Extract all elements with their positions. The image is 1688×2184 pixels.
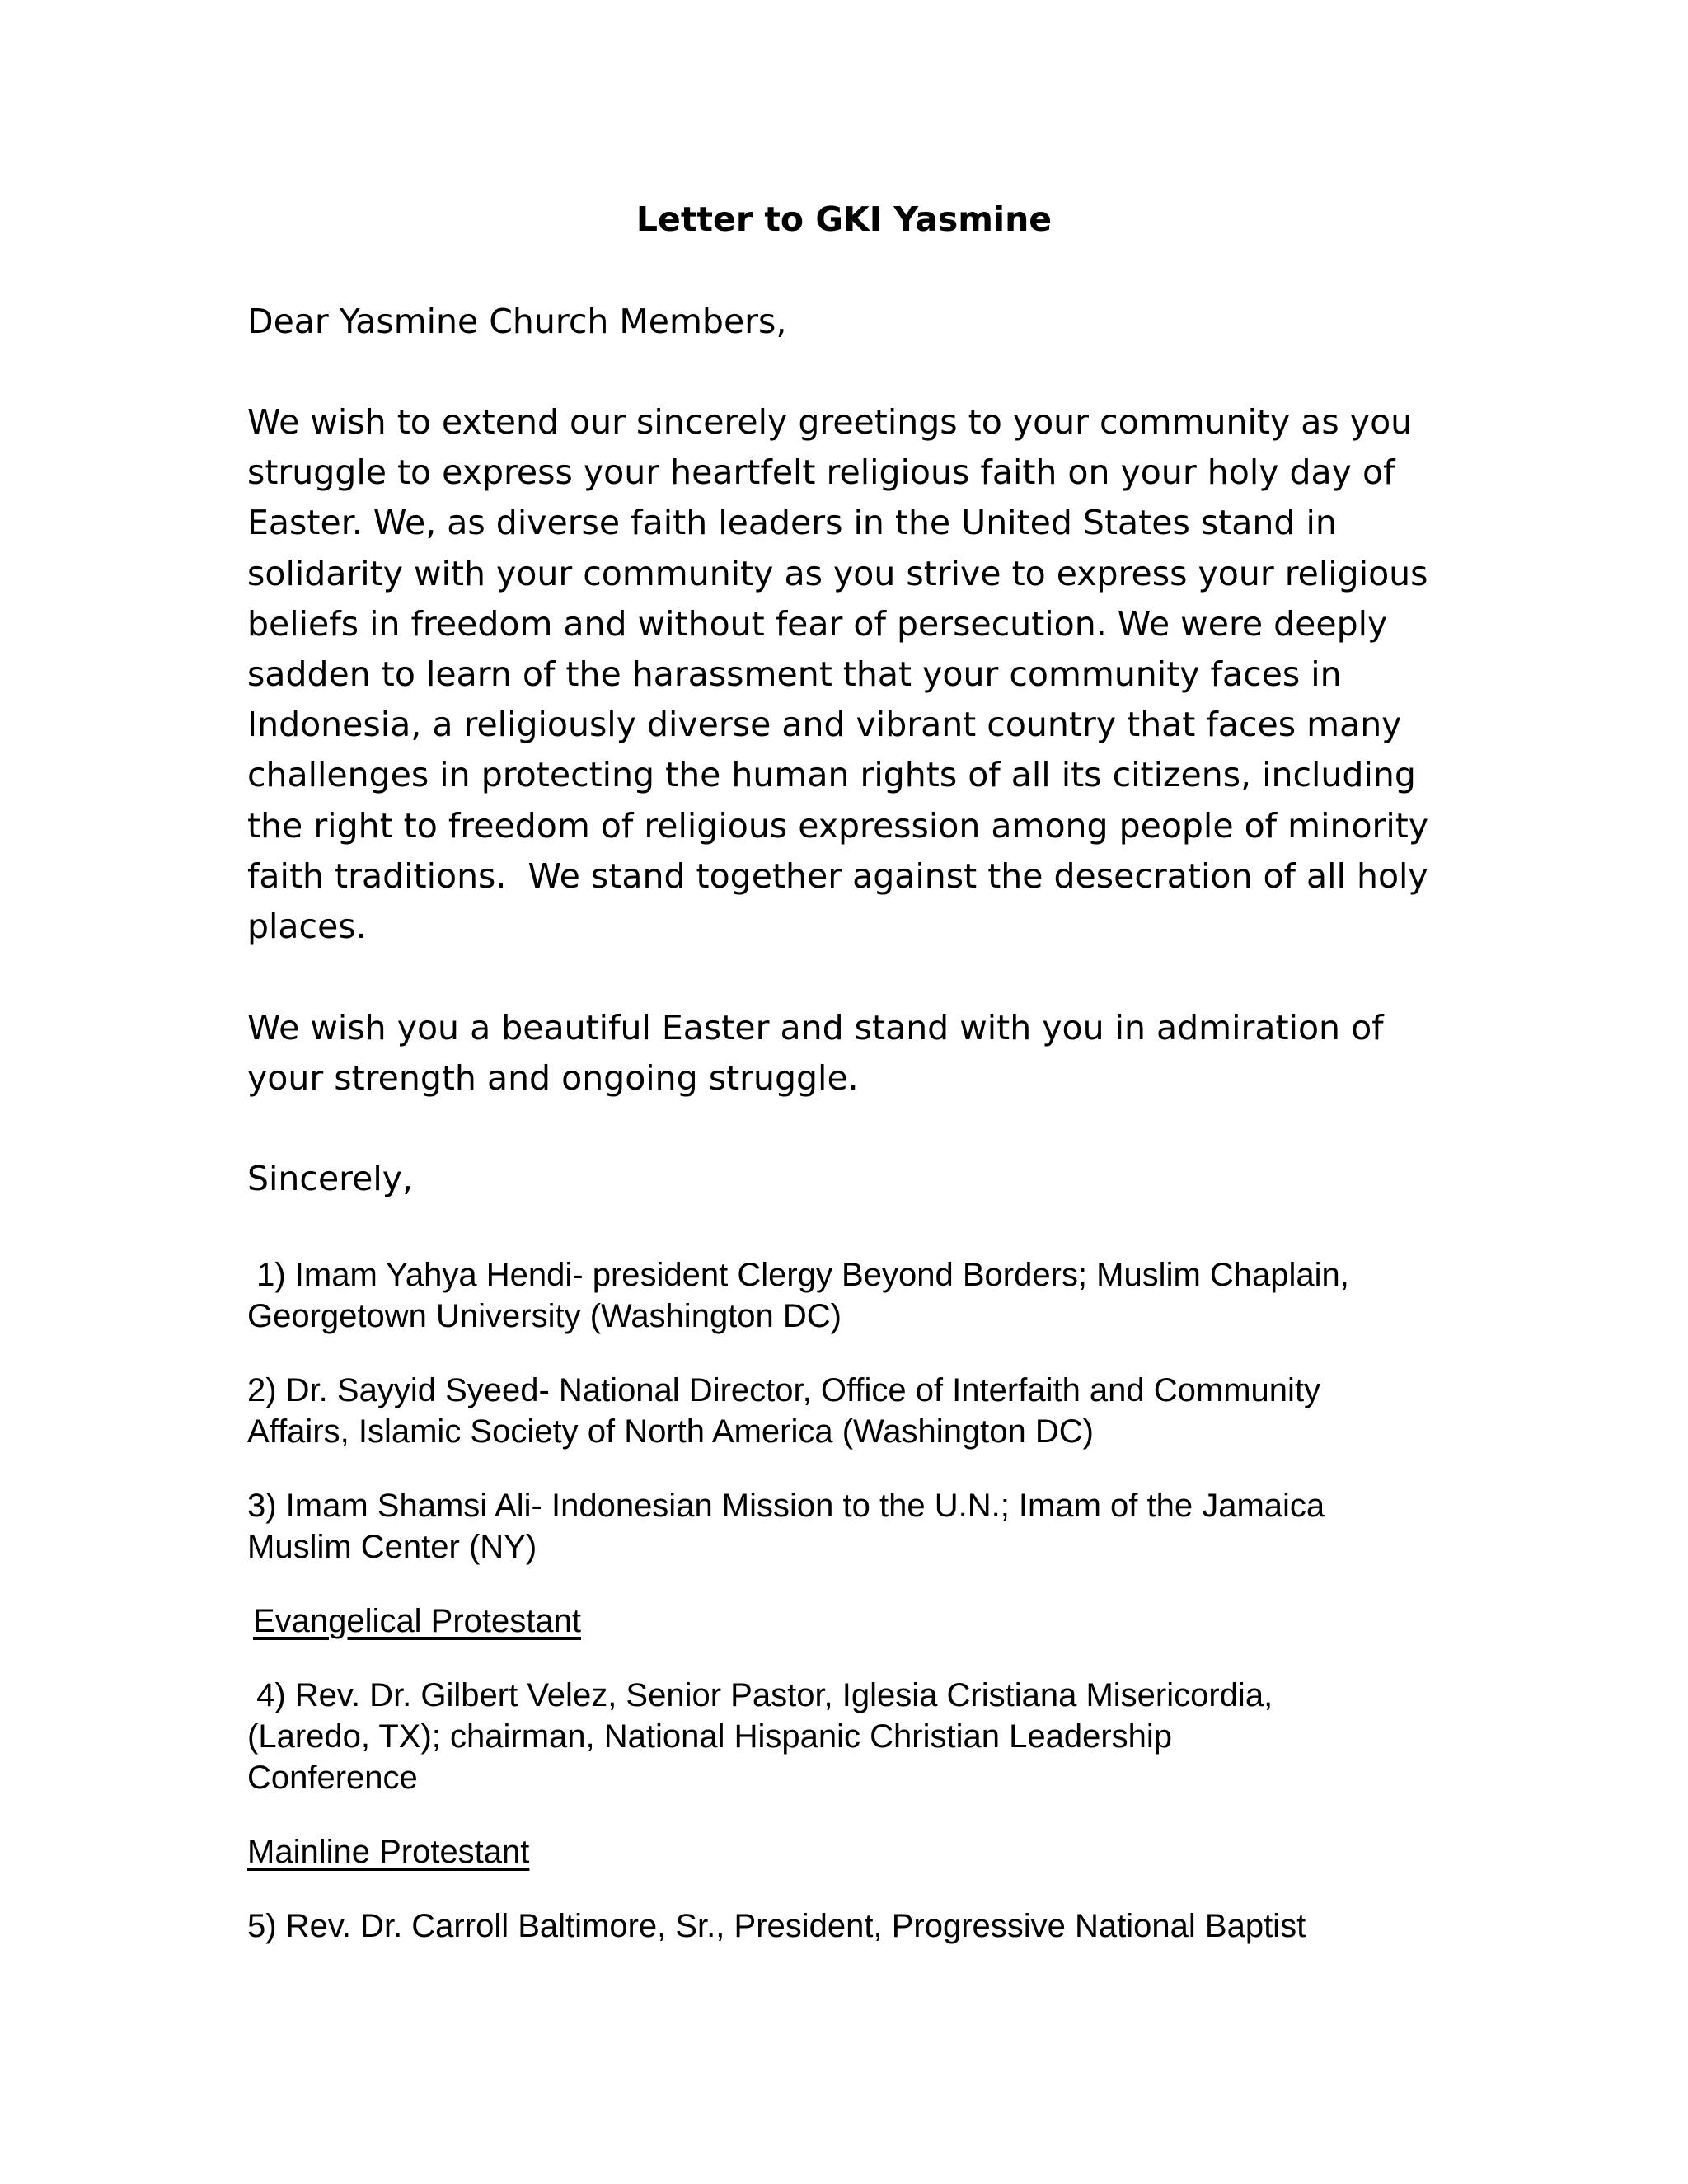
signatory-line: 1) Imam Yahya Hendi- president Clergy Beyond Borders; Muslim Chaplain,: [247, 1257, 1349, 1293]
body-line: Indonesia, a religiously diverse and vibrant country that faces many: [247, 705, 1402, 745]
letter-body-paragraph: [247, 397, 1428, 952]
salutation: Dear Yasmine Church Members,: [247, 302, 787, 341]
signatory-4: [247, 1675, 1273, 1798]
body-line: challenges in protecting the human rights of all its citizens, including: [247, 755, 1416, 795]
body-line: sadden to learn of the harassment that your community faces in: [247, 654, 1342, 694]
closing-line: We wish you a beautiful Easter and stand with you in admiration of: [247, 1008, 1384, 1047]
signatory-line: Affairs, Islamic Society of North America (Washington DC): [247, 1413, 1094, 1450]
body-line: places.: [247, 906, 367, 946]
signoff: Sincerely,: [247, 1159, 414, 1198]
closing-paragraph: [247, 1003, 1384, 1104]
heading-evangelical-protestant: Evangelical Protestant: [253, 1603, 582, 1639]
body-line: faith traditions. We stand together against the desecration of all holy: [247, 855, 1428, 896]
signatory-5: [247, 1905, 1306, 1947]
closing-line: your strength and ongoing struggle.: [247, 1058, 859, 1099]
body-line: the right to freedom of religious expression among people of minority: [247, 805, 1429, 846]
signatory-line: 5) Rev. Dr. Carroll Baltimore, Sr., President, Progressive National Baptist: [247, 1908, 1306, 1944]
signatory-line: 4) Rev. Dr. Gilbert Velez, Senior Pastor, Iglesia Cristiana Misericordia,: [247, 1677, 1273, 1713]
signatory-line: (Laredo, TX); chairman, National Hispanic Christian Leadership: [247, 1718, 1173, 1755]
signatory-line: Muslim Center (NY): [247, 1529, 537, 1565]
signatory-3: [247, 1485, 1325, 1568]
body-line: We wish to extend our sincerely greetings to your community as you: [247, 402, 1413, 442]
body-line: struggle to express your heartfelt religious faith on your holy day of: [247, 452, 1395, 493]
signatory-1: [247, 1254, 1349, 1337]
heading-mainline-protestant: Mainline Protestant: [247, 1834, 530, 1870]
signatory-line: 3) Imam Shamsi Ali- Indonesian Mission to the U.N.; Imam of the Jamaica: [247, 1488, 1325, 1524]
signatory-line: Conference: [247, 1760, 418, 1796]
signatory-line: 2) Dr. Sayyid Syeed- National Director, Office of Interfaith and Community: [247, 1372, 1321, 1408]
signatory-2: [247, 1370, 1320, 1452]
letter-title: Letter to GKI Yasmine: [635, 199, 1053, 239]
body-line: beliefs in freedom and without fear of persecution. We were deeply: [247, 603, 1388, 644]
signatory-line: Georgetown University (Washington DC): [247, 1298, 842, 1334]
body-line: solidarity with your community as you strive to express your religious: [247, 553, 1428, 593]
body-line: Easter. We, as diverse faith leaders in the United States stand in: [247, 503, 1337, 543]
